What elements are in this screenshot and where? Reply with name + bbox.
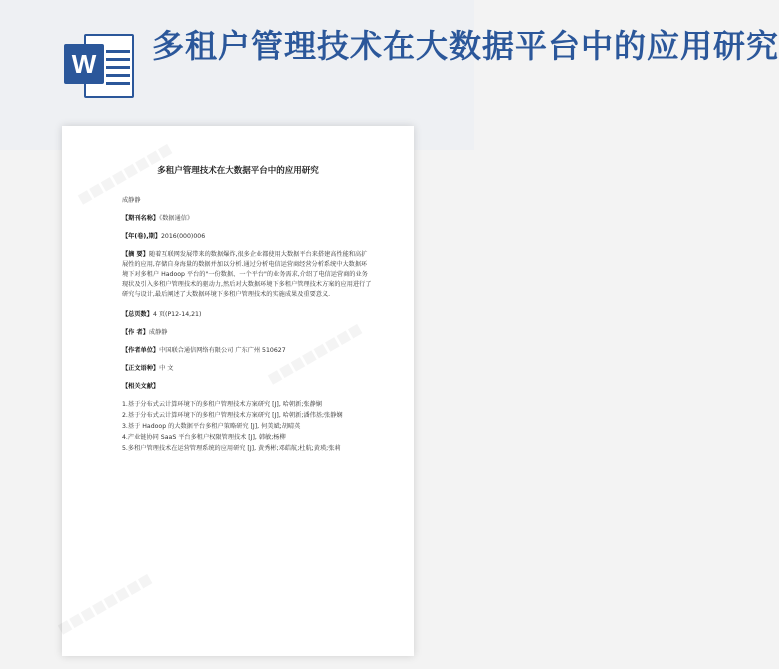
related-item: 5.多租户管理技术在运营管理系统的应用研究 [J], 黄秀彬;邓皓航;杜航;黄瑛;张莉 xyxy=(122,445,341,452)
affiliation-value: 中国联合通信网络有限公司 广东广州 510627 xyxy=(159,347,286,354)
related-item: 3.基于 Hadoop 的大数据平台多租户策略研究 [J], 何美斌;胡晴英 xyxy=(122,423,301,430)
author-value: 成静静 xyxy=(148,329,168,336)
author-line: 成静静 xyxy=(122,197,141,204)
abstract-field xyxy=(122,250,372,300)
related-item: 2.基于分布式云计算环境下的多租户管理技术方案研究 [J], 哈朝新;潘伟基;张静娴 xyxy=(122,412,343,419)
word-document-icon xyxy=(58,30,138,104)
affiliation-field xyxy=(122,346,372,356)
abstract-label: 【摘 要】 xyxy=(122,251,149,258)
language-field xyxy=(122,364,372,374)
year-issue-field xyxy=(122,232,372,242)
paper-content xyxy=(122,196,372,455)
author-field xyxy=(122,328,372,338)
related-label: 【相关文献】 xyxy=(122,383,160,390)
related-item: 1.基于分布式云计算环境下的多租户管理技术方案研究 [J], 哈朝新;张静娴 xyxy=(122,401,322,408)
header-document-title: 多租户管理技术在大数据平台中的应用研究 xyxy=(152,27,779,65)
language-value: 中 文 xyxy=(159,365,174,372)
related-item: 4.产业链协同 SaaS 平台多租户权限管理技术 [J], 韩敏;杨柳 xyxy=(122,434,286,441)
document-page xyxy=(62,126,414,656)
year-issue-label: 【年(卷),期】 xyxy=(122,233,161,240)
pages-label: 【总页数】 xyxy=(122,311,153,318)
language-label: 【正文语种】 xyxy=(122,365,160,372)
journal-value: 《数据通信》 xyxy=(159,215,194,222)
word-logo-letter: W xyxy=(64,44,104,84)
paper-title: 多租户管理技术在大数据平台中的应用研究 xyxy=(157,166,319,176)
author-label: 【作 者】 xyxy=(122,329,149,336)
abstract-text: 随着互联网发展带来的数据爆炸,很多企业都使用大数据平台来搭建高性能和高扩展性的应用,存储自身海量的数据并加以分析.通过分析电信运营商经营分析系统中大数据环境下对多租户 Hadoop 平台的"一份数据、一个平台"的业务需求,介绍了电信运营商的业务现状及引入多租户管理技术的驱动力,然后对大数据环境下多租户管理技术方案的应用进行了研究与设计,最后阐述了大数据环境下多租户管理技术的实施成果及重要意义. xyxy=(122,251,372,298)
journal-label: 【期刊名称】 xyxy=(122,215,160,222)
year-issue-value: 2016(000)006 xyxy=(160,233,206,240)
journal-field xyxy=(122,214,372,224)
pages-value: 4 页(P12-14,21) xyxy=(152,311,202,318)
related-label-row xyxy=(122,382,372,392)
affiliation-label: 【作者单位】 xyxy=(122,347,160,354)
related-list xyxy=(122,400,372,454)
pages-field xyxy=(122,310,372,320)
